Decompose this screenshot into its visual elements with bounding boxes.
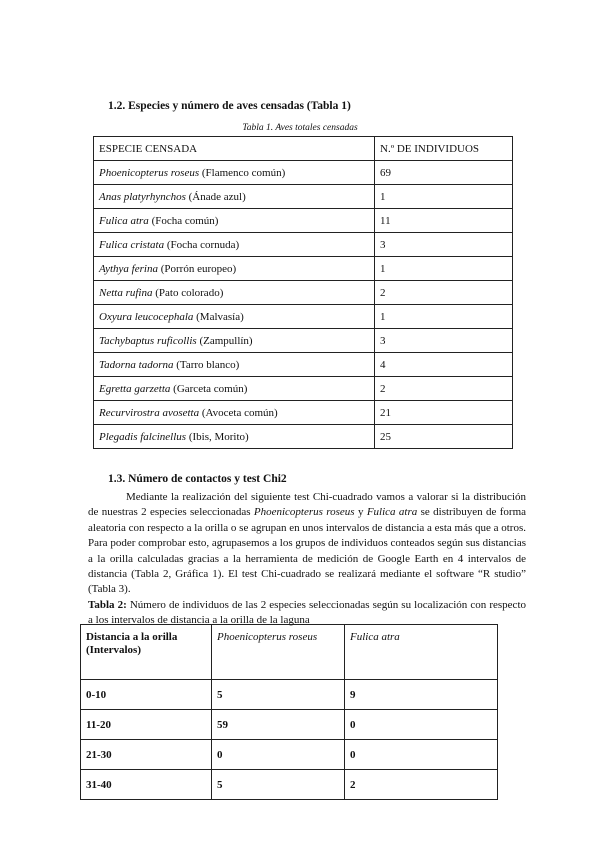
table-row	[94, 353, 513, 377]
common-name: (Focha cornuda)	[164, 238, 240, 251]
common-name: (Garceta común)	[170, 382, 248, 395]
scientific-name: Tachybaptus ruficollis	[99, 334, 197, 347]
paragraph-intro	[88, 490, 526, 536]
header-phoenicopterus: Phoenicopterus roseus	[212, 625, 345, 680]
header-count: N.º DE INDIVIDUOS	[375, 137, 513, 161]
common-name: (Avoceta común)	[199, 406, 278, 419]
common-name: (Focha común)	[148, 214, 219, 227]
species-cell	[94, 281, 375, 305]
count-cell: 1	[375, 305, 513, 329]
species-cell	[94, 233, 375, 257]
common-name: (Ánade azul)	[185, 190, 246, 203]
species-cell	[94, 401, 375, 425]
scientific-name: Fulica cristata	[99, 238, 165, 251]
table-row	[94, 257, 513, 281]
table-row	[81, 740, 498, 770]
distance-table	[80, 624, 498, 800]
count-cell: 2	[375, 377, 513, 401]
table-row	[94, 233, 513, 257]
paragraph-text: Mediante la realización del siguiente test Chi-cuadrado vamos a valorar si la distribución de nuestras 2 especies seleccionadas	[88, 491, 526, 519]
table-row	[94, 209, 513, 233]
header-species: ESPECIE CENSADA	[94, 137, 375, 161]
table-row	[94, 425, 513, 449]
value-cell: 0	[345, 740, 498, 770]
interval-cell: 21-30	[81, 740, 212, 770]
table-row	[81, 710, 498, 740]
table-row	[81, 770, 498, 800]
header-line: Distancia a la orilla	[86, 631, 178, 643]
count-cell: 25	[375, 425, 513, 449]
scientific-name: Phoenicopterus roseus	[99, 166, 200, 179]
header-line: (Intervalos)	[86, 644, 141, 656]
species-table	[93, 136, 513, 449]
common-name: (Flamenco común)	[199, 166, 286, 179]
species-name: Phoenicopterus roseus	[253, 506, 355, 519]
section-heading-1-2: 1.2. Especies y número de aves censadas (Tabla 1)	[108, 100, 351, 112]
species-cell	[94, 209, 375, 233]
value-cell: 59	[212, 710, 345, 740]
table1-caption: Tabla 1. Aves totales censadas	[242, 123, 358, 133]
value-cell: 2	[345, 770, 498, 800]
scientific-name: Netta rufina	[99, 286, 153, 299]
table-row	[94, 281, 513, 305]
table-row	[94, 161, 513, 185]
species-cell	[94, 377, 375, 401]
species-cell	[94, 329, 375, 353]
count-cell: 2	[375, 281, 513, 305]
species-cell	[94, 257, 375, 281]
count-cell: 11	[375, 209, 513, 233]
value-cell: 0	[345, 710, 498, 740]
body-text	[88, 490, 526, 629]
scientific-name: Egretta garzetta	[99, 382, 171, 395]
species-cell	[94, 185, 375, 209]
species-cell	[94, 305, 375, 329]
common-name: (Porrón europeo)	[157, 262, 237, 275]
count-cell: 4	[375, 353, 513, 377]
species-cell	[94, 161, 375, 185]
header-distance	[81, 625, 212, 680]
table-row	[94, 305, 513, 329]
table-row	[94, 401, 513, 425]
scientific-name: Tadorna tadorna	[99, 358, 174, 371]
table-row	[94, 329, 513, 353]
table-header-row	[81, 625, 498, 680]
scientific-name: Recurvirostra avosetta	[99, 406, 200, 419]
paragraph-method: Para poder comprobar esto, agrupasemos a los grupos de individuos conteados según sus distancias a la orilla calculadas gracias a la herramienta de medición de Google Earth en 4 intervalos de distancia (Tabla 2, Gráfica 1). El test Chi-cuadrado se realizará mediante el software “R studio” (Tabla 3).	[88, 537, 526, 596]
value-cell: 0	[212, 740, 345, 770]
count-cell: 69	[375, 161, 513, 185]
value-cell: 9	[345, 680, 498, 710]
interval-cell: 31-40	[81, 770, 212, 800]
species-cell	[94, 425, 375, 449]
interval-cell: 11-20	[81, 710, 212, 740]
species-cell	[94, 353, 375, 377]
count-cell: 3	[375, 233, 513, 257]
species-name: Fulica atra	[366, 506, 418, 519]
scientific-name: Aythya ferina	[99, 262, 158, 275]
value-cell: 5	[212, 680, 345, 710]
value-cell: 5	[212, 770, 345, 800]
header-fulica: Fulica atra	[345, 625, 498, 680]
count-cell: 1	[375, 257, 513, 281]
scientific-name: Plegadis falcinellus	[99, 430, 187, 443]
common-name: (Zampullín)	[196, 334, 253, 347]
scientific-name: Fulica atra	[99, 214, 149, 227]
common-name: (Pato colorado)	[152, 286, 224, 299]
paragraph-text: se distribuyen de forma aleatoria con respecto a la orilla o se agrupan en unos intervalos de distancia a esta más que a otros.	[88, 506, 527, 534]
table-row	[94, 377, 513, 401]
common-name: (Tarro blanco)	[173, 358, 240, 371]
count-cell: 1	[375, 185, 513, 209]
table-row	[94, 185, 513, 209]
interval-cell: 0-10	[81, 680, 212, 710]
count-cell: 3	[375, 329, 513, 353]
scientific-name: Anas platyrhynchos	[99, 190, 186, 203]
common-name: (Ibis, Morito)	[186, 430, 249, 443]
scientific-name: Oxyura leucocephala	[99, 310, 194, 323]
section-heading-1-3: 1.3. Número de contactos y test Chi2	[108, 473, 287, 485]
table-row	[81, 680, 498, 710]
common-name: (Malvasía)	[193, 310, 244, 323]
table2-caption-text: Número de individuos de las 2 especies seleccionadas según su localización con respecto a los intervalos de distancia a la orilla de la laguna	[88, 598, 526, 627]
table-header-row	[94, 137, 513, 161]
count-cell: 21	[375, 401, 513, 425]
paragraph-text: y	[354, 506, 367, 519]
table2-caption-label: Tabla 2:	[88, 598, 127, 611]
